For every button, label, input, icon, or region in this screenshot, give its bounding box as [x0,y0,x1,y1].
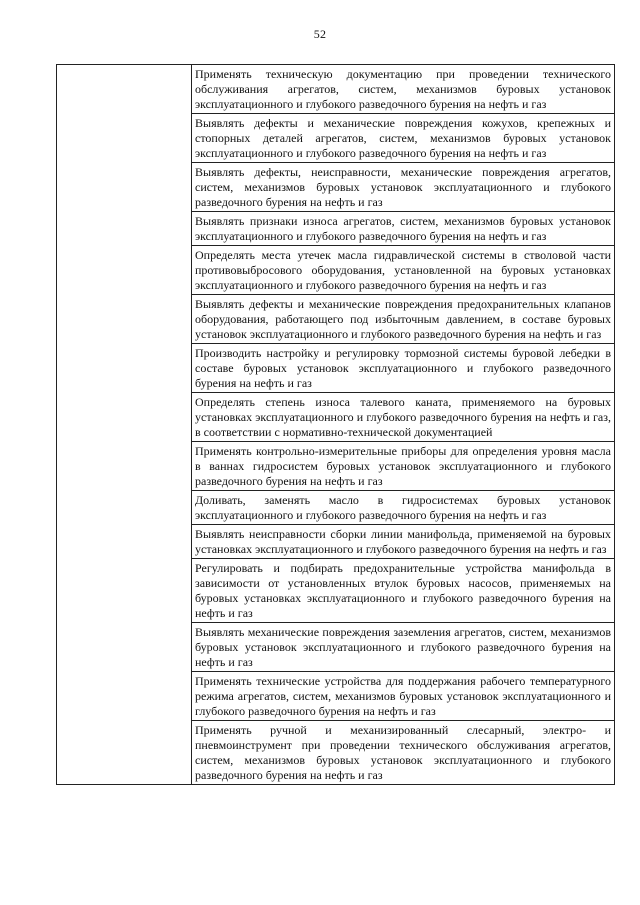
table-row [57,65,615,785]
skill-item: Доливать, заменять масло в гидросистемах буровых установок эксплуатационного и глубокого разведочного бурения на нефть и газ [192,491,614,525]
skill-item: Выявлять механические повреждения заземления агрегатов, систем, механизмов буровых установок эксплуатационного и глубокого разведочного бурения на нефть и газ [192,623,614,672]
skills-table [56,64,615,785]
skill-item: Регулировать и подбирать предохранительные устройства манифольда в зависимости от установленных втулок буровых насосов, применяемых на буровых установках эксплуатационного и глубокого разведочного бурения на нефть и газ [192,559,614,623]
skill-item: Выявлять неисправности сборки линии манифольда, применяемой на буровых установках эксплуатационного и глубокого разведочного бурения на нефть и газ [192,525,614,559]
skill-item: Применять техническую документацию при проведении технического обслуживания агрегатов, систем, механизмов буровых установок эксплуатационного и глубокого разведочного бурения на нефть и газ [192,65,614,114]
empty-label-cell [57,65,192,785]
skill-item: Определять места утечек масла гидравлической системы в стволовой части противовыбросового оборудования, установленной на буровых установках эксплуатационного и глубокого разведочного бурения на нефть и газ [192,246,614,295]
skill-item: Применять контрольно-измерительные приборы для определения уровня масла в ваннах гидросистем буровых установок эксплуатационного и глубокого разведочного бурения на нефть и газ [192,442,614,491]
skills-cell [192,65,615,785]
skill-item: Выявлять дефекты и механические повреждения предохранительных клапанов оборудования, работающего под избыточным давлением, в составе буровых установок эксплуатационного и глубокого разведочного бурения на нефть и газ [192,295,614,344]
skill-item: Выявлять дефекты и механические повреждения кожухов, крепежных и стопорных деталей агрегатов, систем, механизмов буровых установок эксплуатационного и глубокого разведочного бурения на нефть и газ [192,114,614,163]
skill-item: Производить настройку и регулировку тормозной системы буровой лебедки в составе буровых установок эксплуатационного и глубокого разведочного бурения на нефть и газ [192,344,614,393]
skill-item: Применять технические устройства для поддержания рабочего температурного режима агрегатов, систем, механизмов буровых установок эксплуатационного и глубокого разведочного бурения на нефть и газ [192,672,614,721]
skill-item: Выявлять признаки износа агрегатов, систем, механизмов буровых установок эксплуатационного и глубокого разведочного бурения на нефть и газ [192,212,614,246]
skill-item: Выявлять дефекты, неисправности, механические повреждения агрегатов, систем, механизмов буровых установок эксплуатационного и глубокого разведочного бурения на нефть и газ [192,163,614,212]
skill-item: Определять степень износа талевого каната, применяемого на буровых установках эксплуатационного и глубокого разведочного бурения на нефть и газ, в соответствии с нормативно-технической документацией [192,393,614,442]
skill-item: Применять ручной и механизированный слесарный, электро- и пневмоинструмент при проведении технического обслуживания агрегатов, систем, механизмов буровых установок эксплуатационного и глубокого разведочного бурения на нефть и газ [195,723,611,782]
page-number: 52 [313,27,327,41]
